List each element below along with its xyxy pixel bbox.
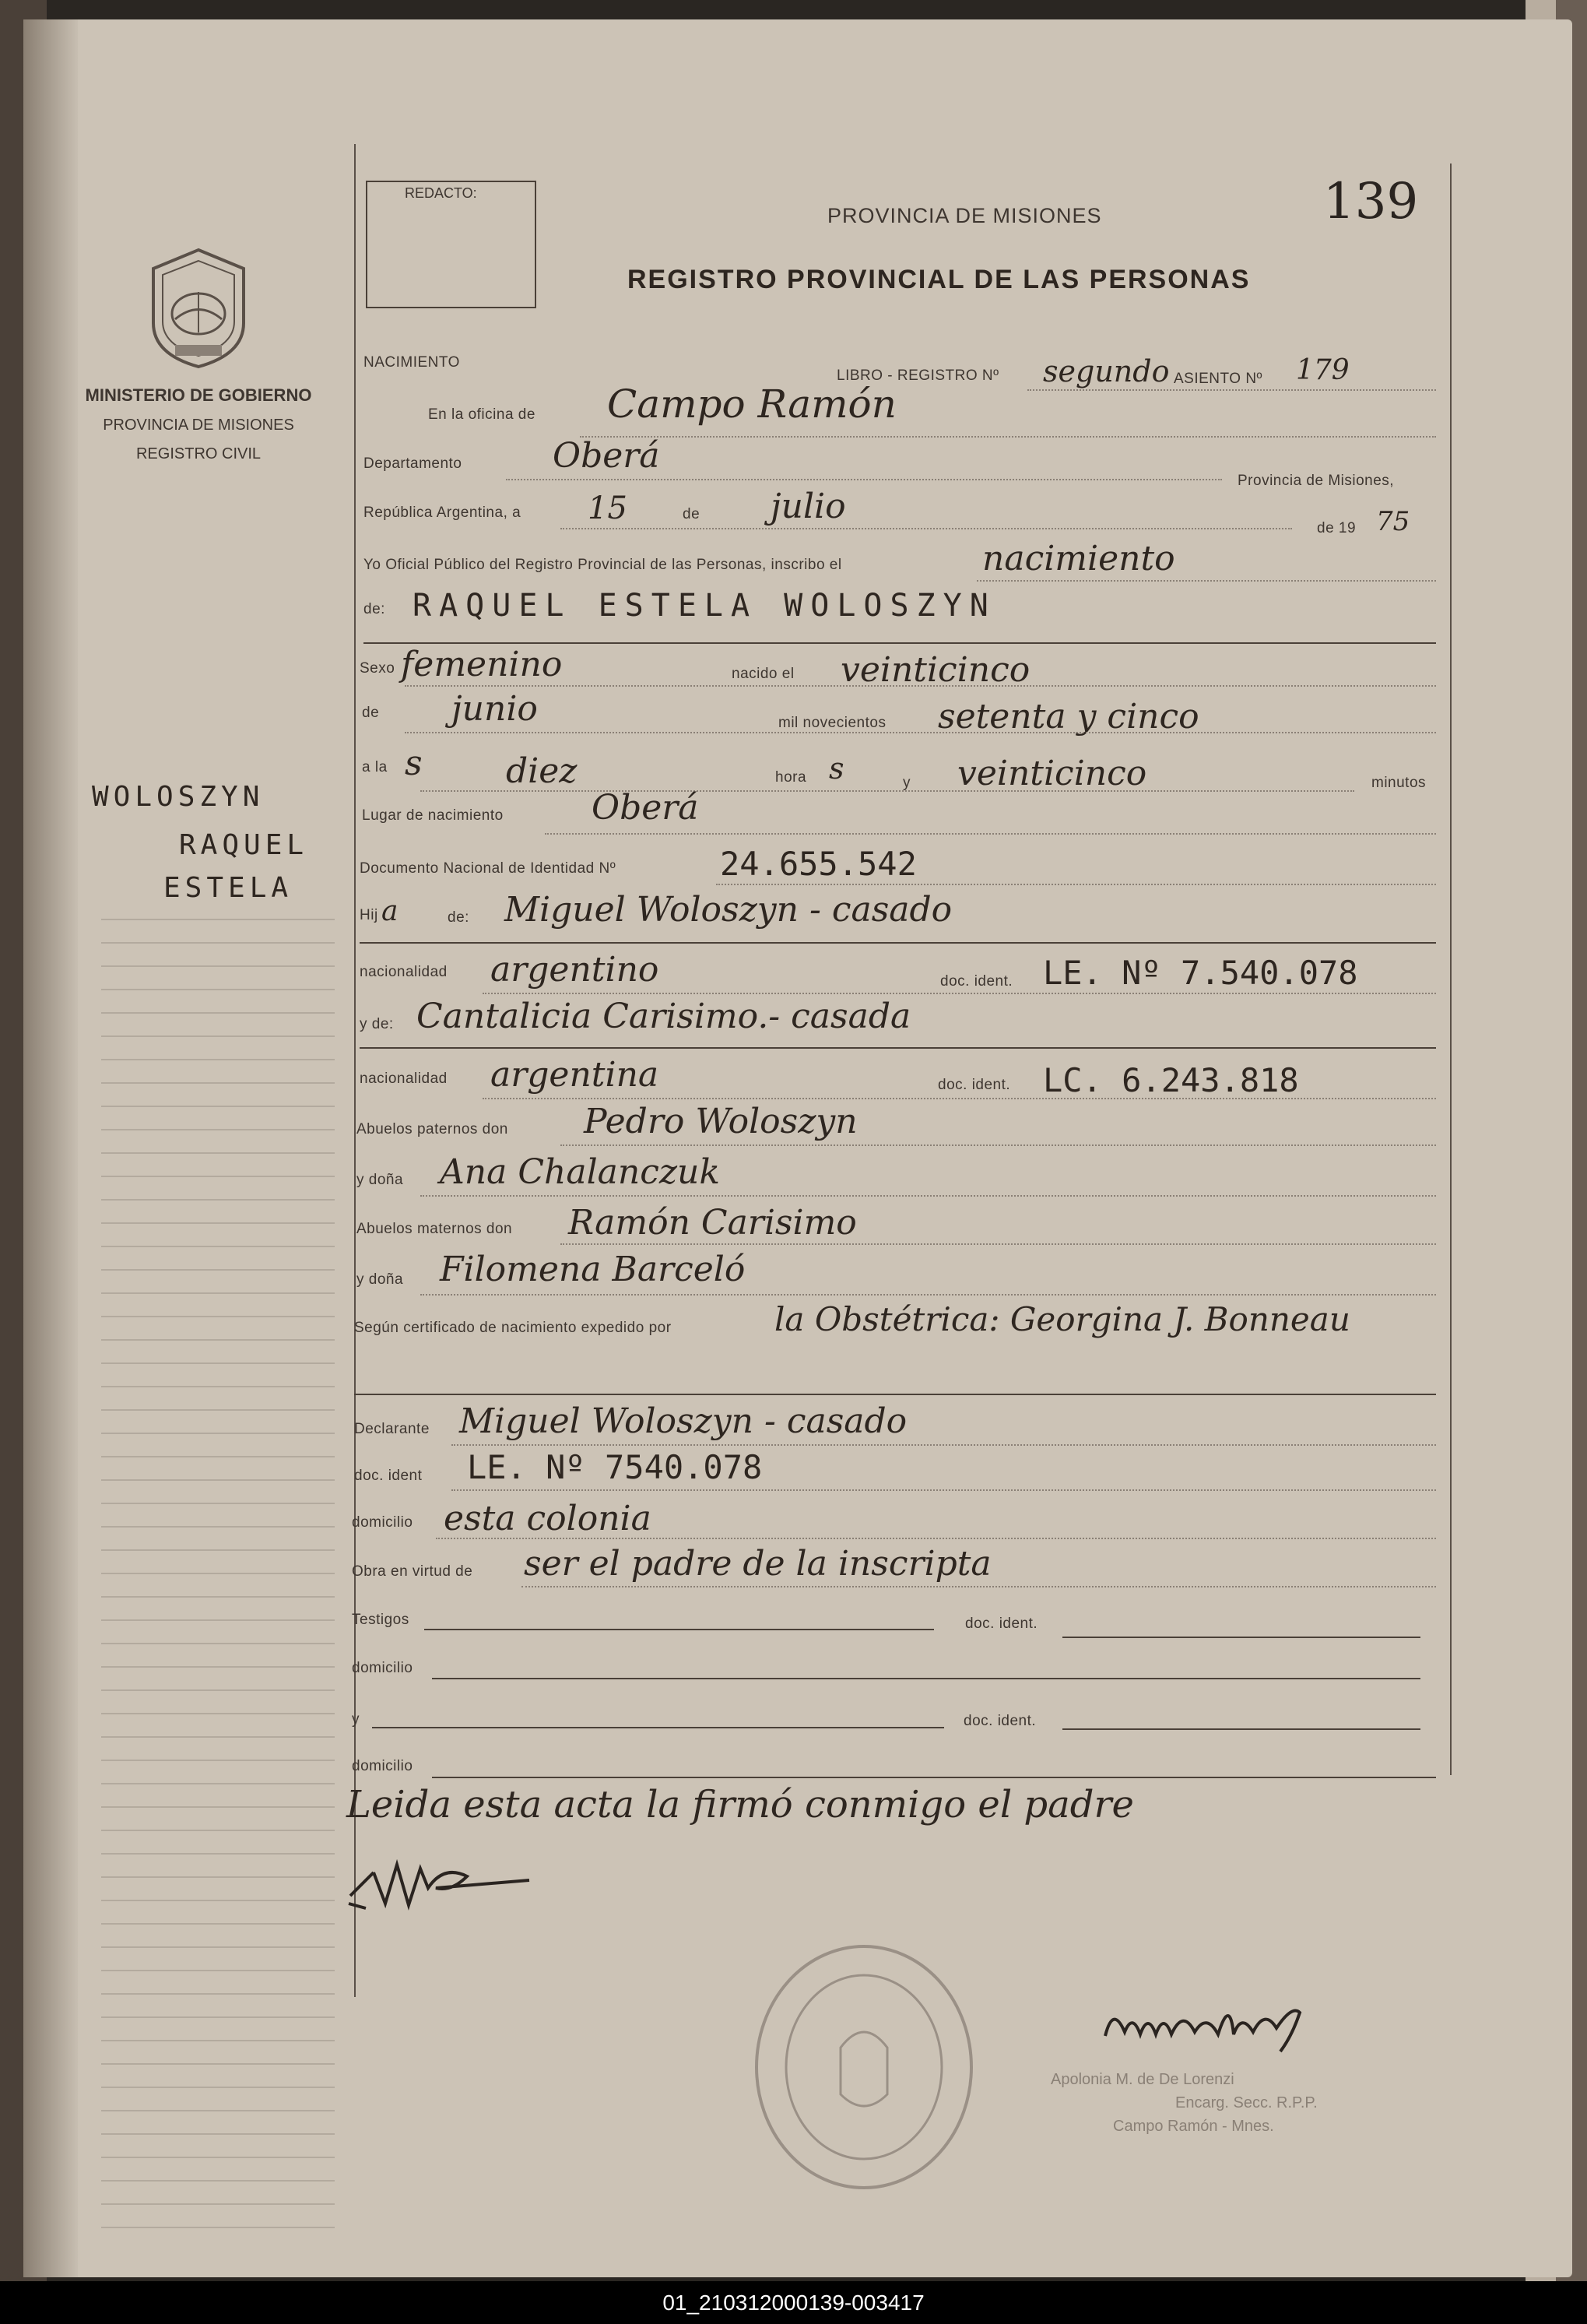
nacionalidad-madre-label: nacionalidad bbox=[360, 1071, 448, 1087]
form-line bbox=[521, 1586, 1436, 1587]
nombre-value: RAQUEL ESTELA WOLOSZYN bbox=[413, 588, 996, 624]
minutos-value: veinticinco bbox=[957, 754, 1147, 793]
dni-value: 24.655.542 bbox=[720, 845, 917, 883]
form-line bbox=[451, 1444, 1436, 1446]
asiento-value: 179 bbox=[1296, 354, 1350, 386]
certificado-value: la Obstétrica: Georgina J. Bonneau bbox=[774, 1300, 1350, 1338]
abuelo-materno-value: Ramón Carisimo bbox=[568, 1203, 857, 1243]
margin-rule bbox=[101, 1946, 335, 1948]
margin-rule bbox=[101, 2133, 335, 2135]
margin-rule bbox=[101, 989, 335, 990]
margin-first-name: RAQUEL bbox=[179, 829, 309, 861]
official-seal-icon bbox=[747, 1939, 981, 2196]
header-province: PROVINCIA DE MISIONES bbox=[827, 204, 1102, 227]
libro-value: segundo bbox=[1043, 354, 1170, 389]
stamp-line-2: Encarg. Secc. R.P.P. bbox=[1175, 2094, 1318, 2111]
y-dona-label-1: y doña bbox=[356, 1172, 404, 1188]
abuela-materna-value: Filomena Barceló bbox=[440, 1250, 746, 1289]
section-label-nacimiento: NACIMIENTO bbox=[363, 354, 460, 371]
margin-rule bbox=[101, 2016, 335, 2018]
a-la-label: a la bbox=[362, 759, 388, 775]
form-line bbox=[560, 1243, 1436, 1245]
coat-of-arms-icon bbox=[144, 245, 253, 370]
margin-rule bbox=[101, 1993, 335, 1995]
ministry-line-2: PROVINCIA DE MISIONES bbox=[103, 417, 294, 434]
margin-rule bbox=[101, 1689, 335, 1691]
mil-novecientos-label: mil novecientos bbox=[778, 715, 887, 731]
form-line bbox=[372, 1727, 944, 1728]
margin-rule bbox=[101, 1129, 335, 1130]
folio-number: 139 bbox=[1323, 173, 1419, 230]
ministry-line-1: MINISTERIO DE GOBIERNO bbox=[85, 385, 312, 405]
margin-rule bbox=[101, 1830, 335, 1831]
stamp-line-3: Campo Ramón - Mnes. bbox=[1113, 2118, 1274, 2135]
margin-rule bbox=[101, 1713, 335, 1714]
form-line bbox=[580, 436, 1436, 438]
form-line bbox=[1027, 389, 1436, 391]
abuelos-maternos-label: Abuelos maternos don bbox=[356, 1221, 513, 1237]
form-line bbox=[436, 1538, 1436, 1539]
de-label-2: de bbox=[362, 705, 380, 721]
form-line bbox=[483, 993, 1436, 994]
image-caption: 01_210312000139-003417 bbox=[662, 2291, 925, 2315]
departamento-value: Oberá bbox=[553, 436, 660, 476]
margin-rule bbox=[101, 1082, 335, 1084]
form-line bbox=[716, 884, 1436, 885]
ministry-line-3: REGISTRO CIVIL bbox=[135, 445, 262, 462]
segun-label: Según certificado de nacimiento expedido por bbox=[354, 1320, 672, 1336]
margin-rule bbox=[101, 1339, 335, 1341]
anio-nac-value: setenta y cinco bbox=[938, 697, 1199, 737]
form-line bbox=[506, 479, 1222, 480]
margin-rule bbox=[101, 1783, 335, 1784]
margin-rule bbox=[101, 1433, 335, 1434]
sexo-label: Sexo bbox=[360, 660, 395, 677]
nac-madre-value: argentina bbox=[490, 1055, 659, 1095]
margin-rule bbox=[101, 1409, 335, 1411]
doc-madre-value: LC. 6.243.818 bbox=[1043, 1061, 1299, 1099]
margin-rule bbox=[101, 1853, 335, 1855]
y-label-1: y bbox=[903, 775, 911, 791]
margin-rule bbox=[101, 1643, 335, 1644]
form-line bbox=[1062, 1728, 1420, 1730]
form-right-border bbox=[1450, 163, 1452, 1775]
redacto-label: REDACTO: bbox=[405, 185, 477, 201]
abuela-paterna-value: Ana Chalanczuk bbox=[440, 1152, 721, 1192]
margin-rule bbox=[101, 2040, 335, 2041]
margin-rule bbox=[101, 1479, 335, 1481]
margin-rule bbox=[101, 1876, 335, 1878]
margin-rule bbox=[101, 1596, 335, 1598]
form-line bbox=[483, 1098, 1436, 1099]
lugar-value: Oberá bbox=[592, 788, 699, 828]
form-line bbox=[451, 1489, 1436, 1491]
nacido-el-label: nacido el bbox=[732, 666, 795, 682]
form-line bbox=[420, 790, 1354, 792]
margin-rule bbox=[101, 1222, 335, 1224]
form-line bbox=[1062, 1637, 1420, 1638]
margin-rule bbox=[101, 2157, 335, 2158]
y-label-2: y bbox=[352, 1711, 360, 1728]
form-line bbox=[545, 833, 1436, 835]
ministry-block bbox=[82, 385, 315, 463]
document-title: REGISTRO PROVINCIAL DE LAS PERSONAS bbox=[627, 265, 1251, 294]
asiento-label: ASIENTO Nº bbox=[1174, 371, 1262, 387]
doc-ident-testigo2-label: doc. ident. bbox=[964, 1713, 1037, 1729]
margin-rule bbox=[101, 1269, 335, 1271]
nac-padre-value: argentino bbox=[490, 950, 659, 990]
form-line bbox=[432, 1777, 1436, 1778]
margin-rule bbox=[101, 1760, 335, 1761]
margin-rule bbox=[101, 1152, 335, 1154]
page-binding-shadow bbox=[23, 19, 78, 2277]
abuelo-paterno-value: Pedro Woloszyn bbox=[584, 1102, 858, 1141]
redacto-box bbox=[366, 181, 536, 308]
mes-nac-value: junio bbox=[451, 689, 538, 729]
stamp-line-1: Apolonia M. de De Lorenzi bbox=[1051, 2071, 1234, 2088]
nacido-el-value: veinticinco bbox=[841, 650, 1030, 690]
testigos-label: Testigos bbox=[352, 1612, 409, 1628]
hij-suffix: a bbox=[381, 895, 399, 927]
doc-padre-value: LE. Nº 7.540.078 bbox=[1043, 954, 1358, 992]
republica-label: República Argentina, a bbox=[363, 505, 521, 521]
declarant-signature-icon bbox=[342, 1834, 545, 1919]
margin-rule bbox=[101, 2203, 335, 2205]
y-de-label: y de: bbox=[360, 1016, 394, 1032]
obra-value: ser el padre de la inscripta bbox=[524, 1544, 992, 1584]
libro-label: LIBRO - REGISTRO Nº bbox=[837, 367, 999, 384]
margin-rule bbox=[101, 1176, 335, 1177]
margin-rule bbox=[101, 1806, 335, 1808]
de-label-1: de bbox=[683, 506, 700, 522]
oficina-label: En la oficina de bbox=[428, 406, 535, 423]
doc-ident-madre-label: doc. ident. bbox=[938, 1077, 1011, 1093]
doc-ident-declarante-label: doc. ident bbox=[354, 1468, 423, 1484]
margin-rule bbox=[101, 1573, 335, 1574]
de-year-label: de 19 bbox=[1317, 520, 1357, 536]
nacionalidad-padre-label: nacionalidad bbox=[360, 964, 448, 980]
hora-value: diez bbox=[506, 751, 578, 791]
margin-surname: WOLOSZYN bbox=[92, 781, 265, 813]
margin-rule bbox=[101, 1316, 335, 1317]
margin-rule bbox=[101, 1106, 335, 1107]
margin-rule bbox=[101, 1736, 335, 1738]
oficina-value: Campo Ramón bbox=[607, 381, 897, 427]
margin-rule bbox=[101, 1526, 335, 1528]
margin-rule bbox=[101, 1503, 335, 1504]
margin-middle-name: ESTELA bbox=[163, 872, 293, 904]
domicilio-label-1: domicilio bbox=[352, 1514, 413, 1531]
form-line bbox=[405, 732, 1436, 733]
dni-label: Documento Nacional de Identidad Nº bbox=[360, 860, 616, 877]
closing-statement: Leida esta acta la firmó conmigo el padre bbox=[346, 1783, 1134, 1827]
form-line bbox=[420, 1195, 1436, 1197]
margin-rule bbox=[101, 1900, 335, 1901]
margin-rule bbox=[101, 919, 335, 920]
doc-ident-testigo-label: doc. ident. bbox=[965, 1616, 1038, 1632]
margin-rule bbox=[101, 1035, 335, 1037]
form-line bbox=[420, 1294, 1436, 1296]
declarante-label: Declarante bbox=[354, 1421, 430, 1437]
hora-suffix: s bbox=[829, 751, 844, 786]
margin-rule bbox=[101, 1292, 335, 1294]
domicilio-value: esta colonia bbox=[444, 1499, 651, 1538]
domicilio-label-2: domicilio bbox=[352, 1660, 413, 1676]
declarante-value: Miguel Woloszyn - casado bbox=[459, 1401, 908, 1441]
minutos-label: minutos bbox=[1371, 775, 1427, 791]
form-line bbox=[432, 1678, 1420, 1679]
form-line bbox=[560, 1144, 1436, 1146]
margin-rule bbox=[101, 1619, 335, 1621]
margin-rule bbox=[101, 1362, 335, 1364]
form-line bbox=[360, 942, 1436, 944]
hij-label: Hij bbox=[360, 907, 378, 923]
form-line bbox=[424, 1629, 934, 1630]
form-line bbox=[360, 1047, 1436, 1049]
provincia-label: Provincia de Misiones, bbox=[1238, 473, 1395, 489]
margin-rule bbox=[101, 1456, 335, 1457]
form-line bbox=[354, 1394, 1436, 1395]
form-line bbox=[363, 642, 1436, 644]
margin-rule bbox=[101, 1970, 335, 1971]
a-la-suffix: s bbox=[405, 744, 423, 783]
margin-rule bbox=[101, 942, 335, 944]
margin-rule bbox=[101, 1549, 335, 1551]
anio-value: 75 bbox=[1376, 506, 1410, 537]
margin-rule bbox=[101, 2227, 335, 2228]
departamento-label: Departamento bbox=[363, 455, 462, 472]
margin-rule bbox=[101, 1666, 335, 1668]
lugar-label: Lugar de nacimiento bbox=[362, 807, 504, 824]
margin-rule bbox=[101, 1012, 335, 1014]
form-line bbox=[977, 580, 1436, 582]
margin-rule bbox=[101, 1246, 335, 1247]
dia-value: 15 bbox=[588, 490, 627, 526]
officer-signature-icon bbox=[1097, 1989, 1323, 2059]
margin-rule bbox=[101, 965, 335, 967]
y-dona-label-2: y doña bbox=[356, 1271, 404, 1288]
margin-rule bbox=[101, 1059, 335, 1060]
hora-label: hora bbox=[775, 769, 807, 786]
doc-declarante-value: LE. Nº 7540.078 bbox=[467, 1448, 763, 1486]
image-caption-bar bbox=[0, 2281, 1587, 2324]
margin-rule bbox=[101, 2110, 335, 2111]
de-label-3: de: bbox=[448, 909, 469, 926]
margin-rule bbox=[101, 1386, 335, 1387]
doc-ident-padre-label: doc. ident. bbox=[940, 973, 1013, 990]
form-line bbox=[560, 528, 1292, 529]
abuelos-paternos-label: Abuelos paternos don bbox=[356, 1121, 508, 1137]
madre-value: Cantalicia Carisimo.- casada bbox=[416, 997, 911, 1036]
margin-rule bbox=[101, 2063, 335, 2065]
acto-value: nacimiento bbox=[982, 539, 1175, 578]
de-name-label: de: bbox=[363, 601, 385, 617]
margin-rule bbox=[101, 1199, 335, 1201]
domicilio-label-3: domicilio bbox=[352, 1758, 413, 1774]
form-line bbox=[405, 685, 1436, 687]
padre-value: Miguel Woloszyn - casado bbox=[504, 890, 953, 930]
margin-rule bbox=[101, 2087, 335, 2088]
obra-label: Obra en virtud de bbox=[352, 1563, 473, 1580]
margin-rule bbox=[101, 1923, 335, 1925]
mes-value: julio bbox=[771, 487, 846, 526]
yo-oficial-label: Yo Oficial Público del Registro Provincial de las Personas, inscribo el bbox=[363, 557, 842, 573]
sexo-value: femenino bbox=[401, 645, 563, 684]
margin-rule bbox=[101, 2180, 335, 2182]
